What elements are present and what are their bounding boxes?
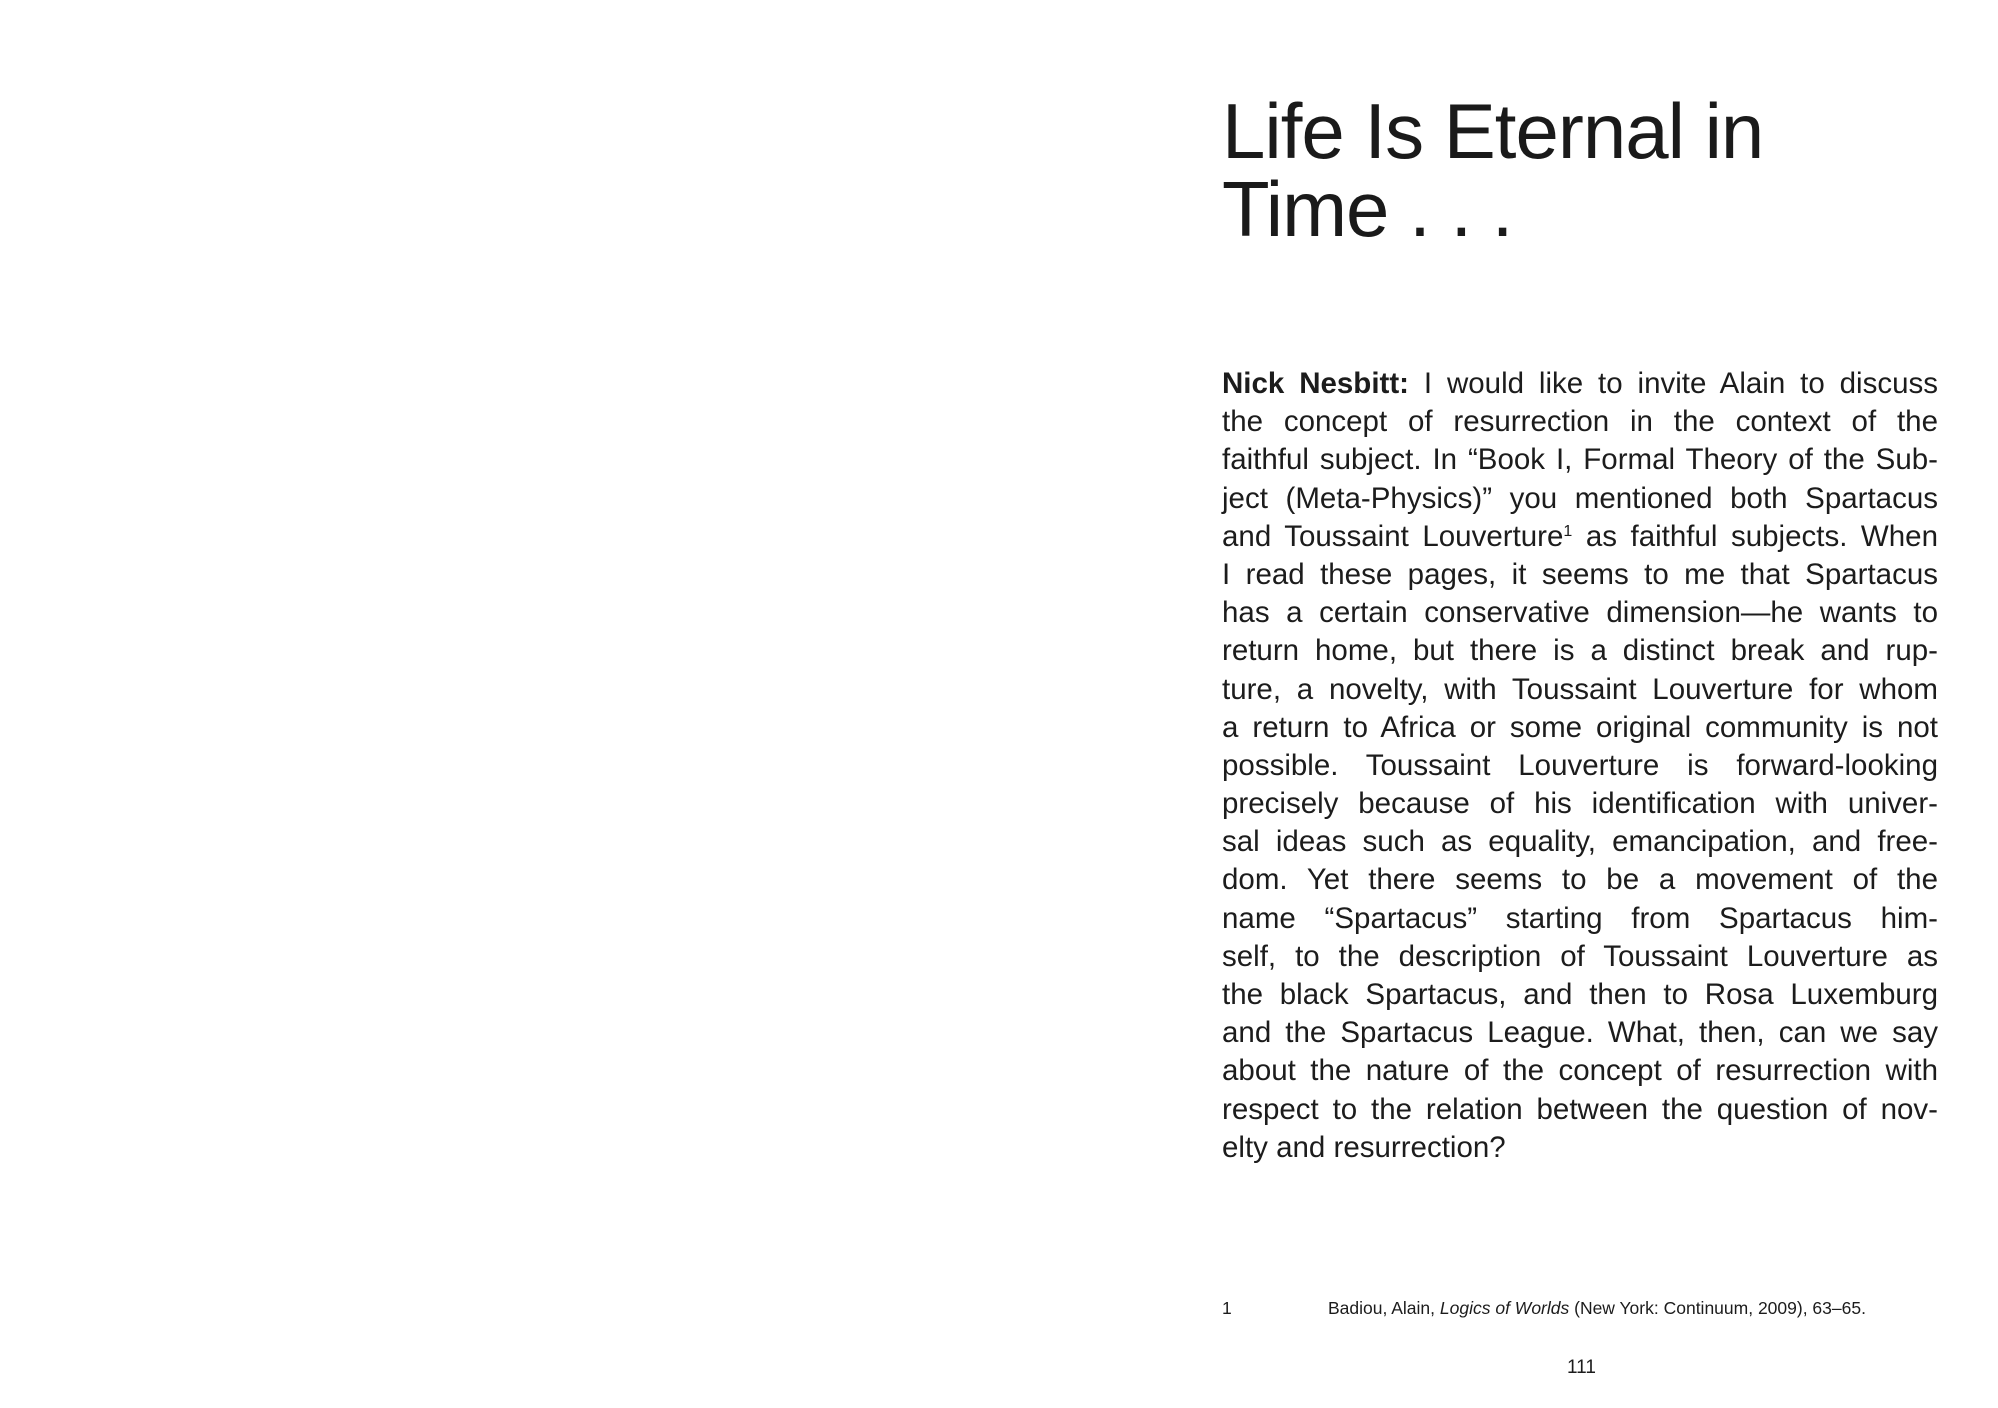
footnote-citation-author: Badiou, Alain,	[1328, 1298, 1440, 1318]
body-line-text: I would like to invite Alain to discuss	[1409, 367, 1938, 400]
body-line: sal ideas such as equality, emancipation, and free-	[1222, 825, 1938, 859]
body-line: ture, a novelty, with Toussaint Louverture for whom	[1222, 672, 1938, 706]
body-line: the concept of resurrection in the context of the	[1222, 405, 1938, 439]
body-line: the black Spartacus, and then to Rosa Luxemburg	[1222, 978, 1938, 1011]
body-line: I read these pages, it seems to me that Spartacus	[1222, 557, 1938, 591]
body-line: return home, but there is a distinct break and rup-	[1222, 634, 1938, 668]
body-paragraph	[1222, 365, 1938, 1167]
body-line-text: as faithful subjects. When	[1572, 519, 1938, 553]
body-line: name “Spartacus” starting from Spartacus him-	[1222, 901, 1938, 935]
page-number-text: 111	[1567, 1357, 1596, 1378]
chapter-title-line-2: Time . . .	[1222, 165, 1513, 253]
chapter-title-line-1: Life Is Eternal in	[1222, 87, 1764, 175]
body-line: has a certain conservative dimension—he wants to	[1222, 596, 1938, 630]
body-line-text: and Toussaint Louverture	[1222, 519, 1564, 553]
chapter-title	[1222, 87, 1822, 253]
body-line: respect to the relation between the question of nov-	[1222, 1092, 1938, 1126]
body-line: and the Spartacus League. What, then, can we say	[1222, 1016, 1938, 1050]
body-line	[1222, 518, 1938, 556]
body-line: faithful subject. In “Book I, Formal Theory of the Sub-	[1222, 443, 1938, 477]
right-page	[999, 0, 1998, 1408]
body-line: a return to Africa or some original community is not	[1222, 710, 1938, 744]
body-line	[1222, 365, 1938, 403]
footnote-text	[1328, 1296, 1866, 1320]
body-line: dom. Yet there seems to be a movement of the	[1222, 863, 1938, 897]
body-line: precisely because of his identification with univer-	[1222, 787, 1938, 821]
body-line: ject (Meta-Physics)” you mentioned both Spartacus	[1222, 481, 1938, 515]
speaker-name: Nick Nesbitt:	[1222, 367, 1409, 400]
body-line: possible. Toussaint Louverture is forward-looking	[1222, 748, 1938, 782]
body-line: elty and resurrection?	[1222, 1130, 1506, 1164]
body-line: self, to the description of Toussaint Louverture as	[1222, 939, 1938, 973]
footnote-reference[interactable]: 1	[1563, 522, 1573, 540]
footnote-citation-details: (New York: Continuum, 2009), 63–65.	[1569, 1298, 1866, 1318]
body-line: about the nature of the concept of resurrection with	[1222, 1054, 1938, 1088]
footnote-citation-title: Logics of Worlds	[1439, 1298, 1570, 1318]
footnote-number: 1	[1222, 1298, 1232, 1318]
